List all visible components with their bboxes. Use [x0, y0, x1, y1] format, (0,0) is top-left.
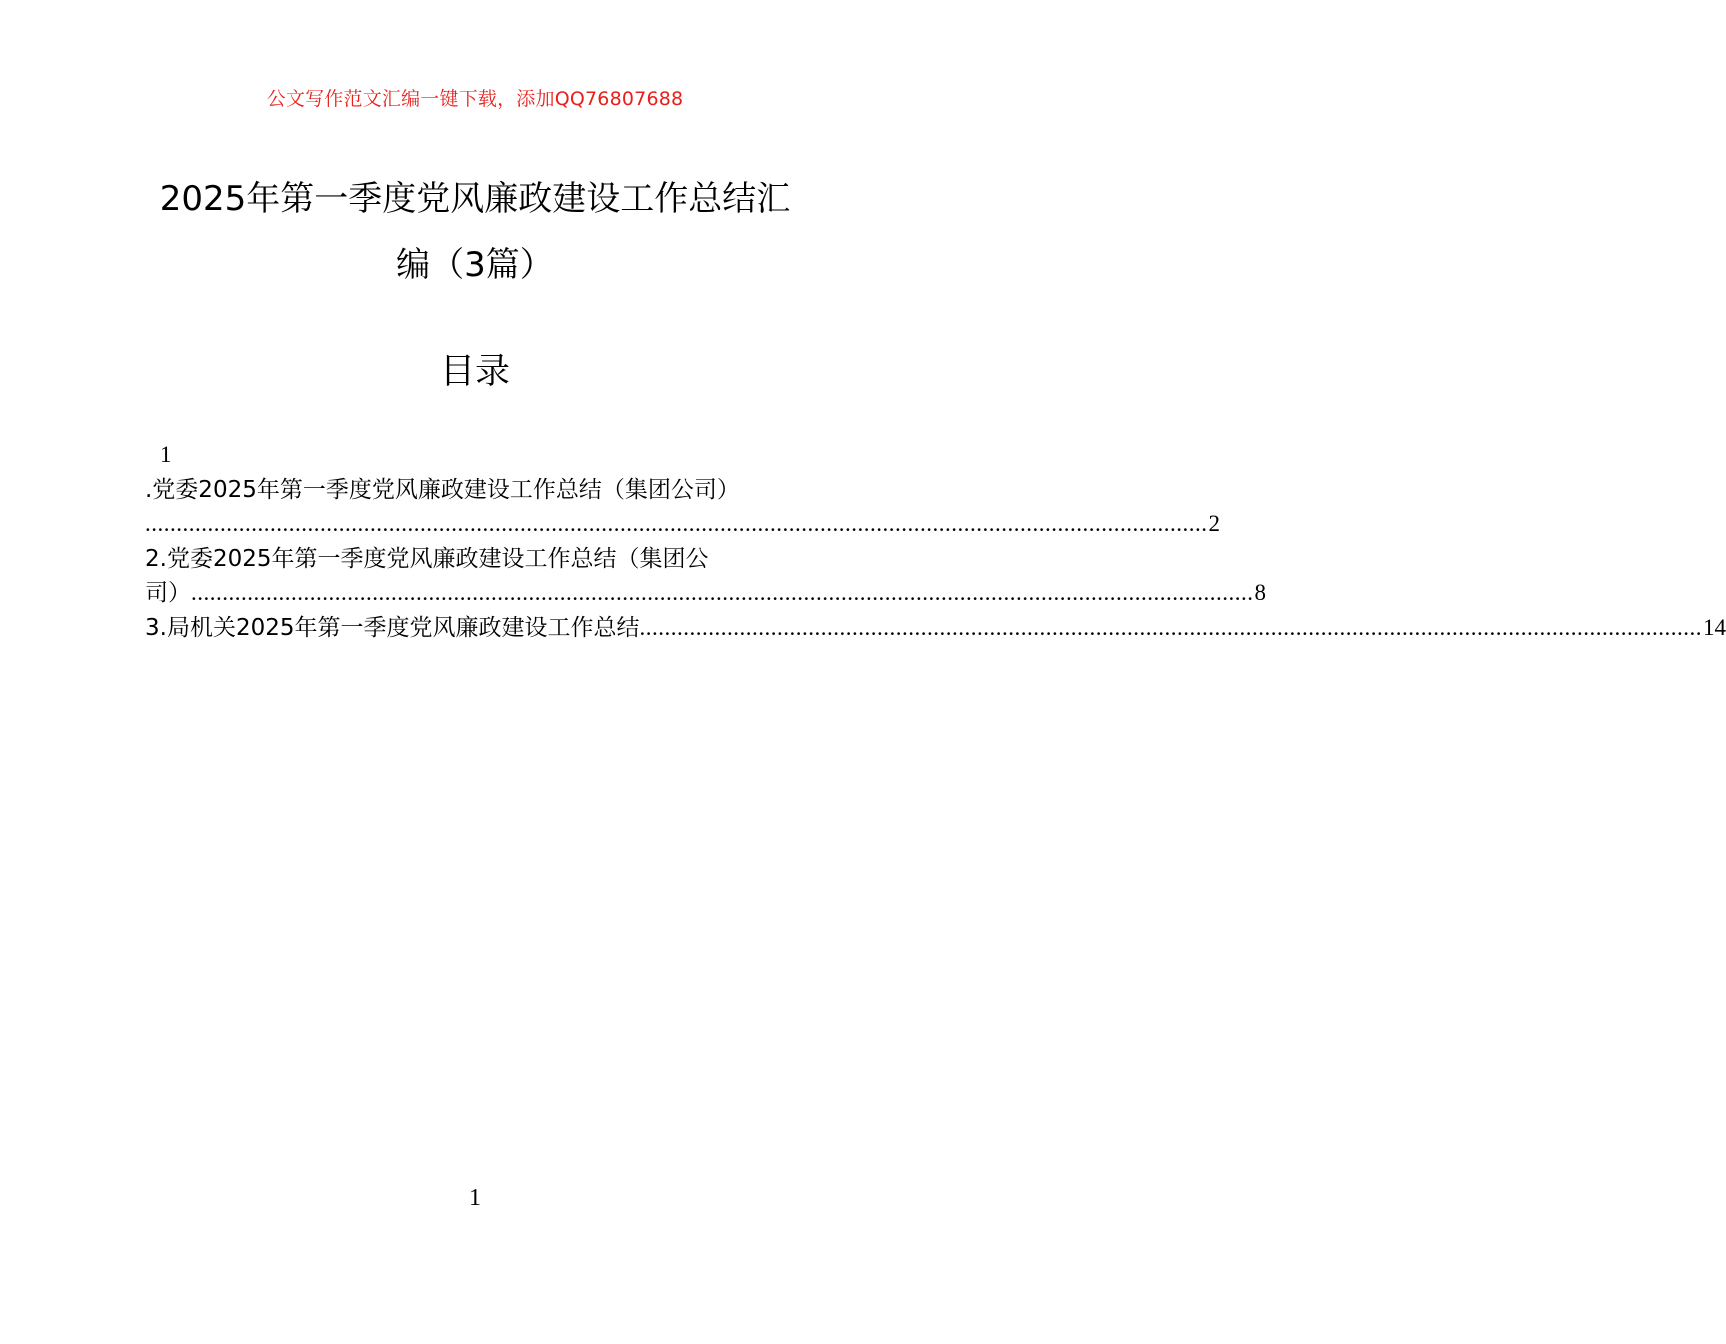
toc-entry-2-title-part-2[interactable]: 司）	[145, 580, 191, 606]
toc-entry-1-title[interactable]: .党委2025年第一季度党风廉政建设工作总结（集团公司）	[145, 476, 740, 503]
toc-heading: 目录	[439, 352, 510, 392]
toc-entry-1-leader-line	[145, 507, 1220, 542]
document-title-line-1: 2025年第一季度党风廉政建设工作总结汇	[159, 179, 791, 219]
toc-entry-1-dot-leader: ..........................................................................................................................................................................	[145, 511, 1208, 536]
toc-entry-2-title-part-1[interactable]: 2.党委2025年第一季度党风廉政建设工作总结（集团公	[145, 545, 709, 572]
header-download-note: 公文写作范文汇编一键下载，添加QQ76807688	[266, 88, 684, 110]
toc-entry-2-page[interactable]: 8	[1254, 580, 1266, 605]
toc-entry-2-title-line-2	[145, 576, 1266, 611]
document-title-line-2: 编（3篇）	[396, 245, 554, 285]
toc-entry-3[interactable]	[145, 611, 1726, 646]
toc-entry-2-title-line-1	[145, 542, 806, 577]
toc-entry-3-line	[145, 611, 1726, 646]
toc-entry-3-title[interactable]: 3.局机关2025年第一季度党风廉政建设工作总结	[145, 614, 640, 641]
toc-entry-3-page[interactable]: 14	[1702, 614, 1726, 640]
toc-entry-2[interactable]	[145, 542, 1266, 611]
toc-entry-1-title-line	[145, 473, 806, 508]
table-of-contents	[145, 438, 1726, 645]
document-title	[140, 166, 810, 298]
toc-entry-1-number: 1	[160, 442, 172, 467]
toc-entry-1-page[interactable]: 2	[1208, 511, 1220, 536]
toc-entry-2-dot-leader: ..........................................................................................................................................................................	[191, 580, 1254, 605]
toc-entry-1[interactable]	[145, 438, 1220, 542]
toc-entry-1-number-line	[145, 438, 806, 473]
page-number: 1	[469, 1185, 481, 1211]
toc-entry-3-dot-leader: ..........................................................................................................................................................................	[639, 614, 1702, 640]
